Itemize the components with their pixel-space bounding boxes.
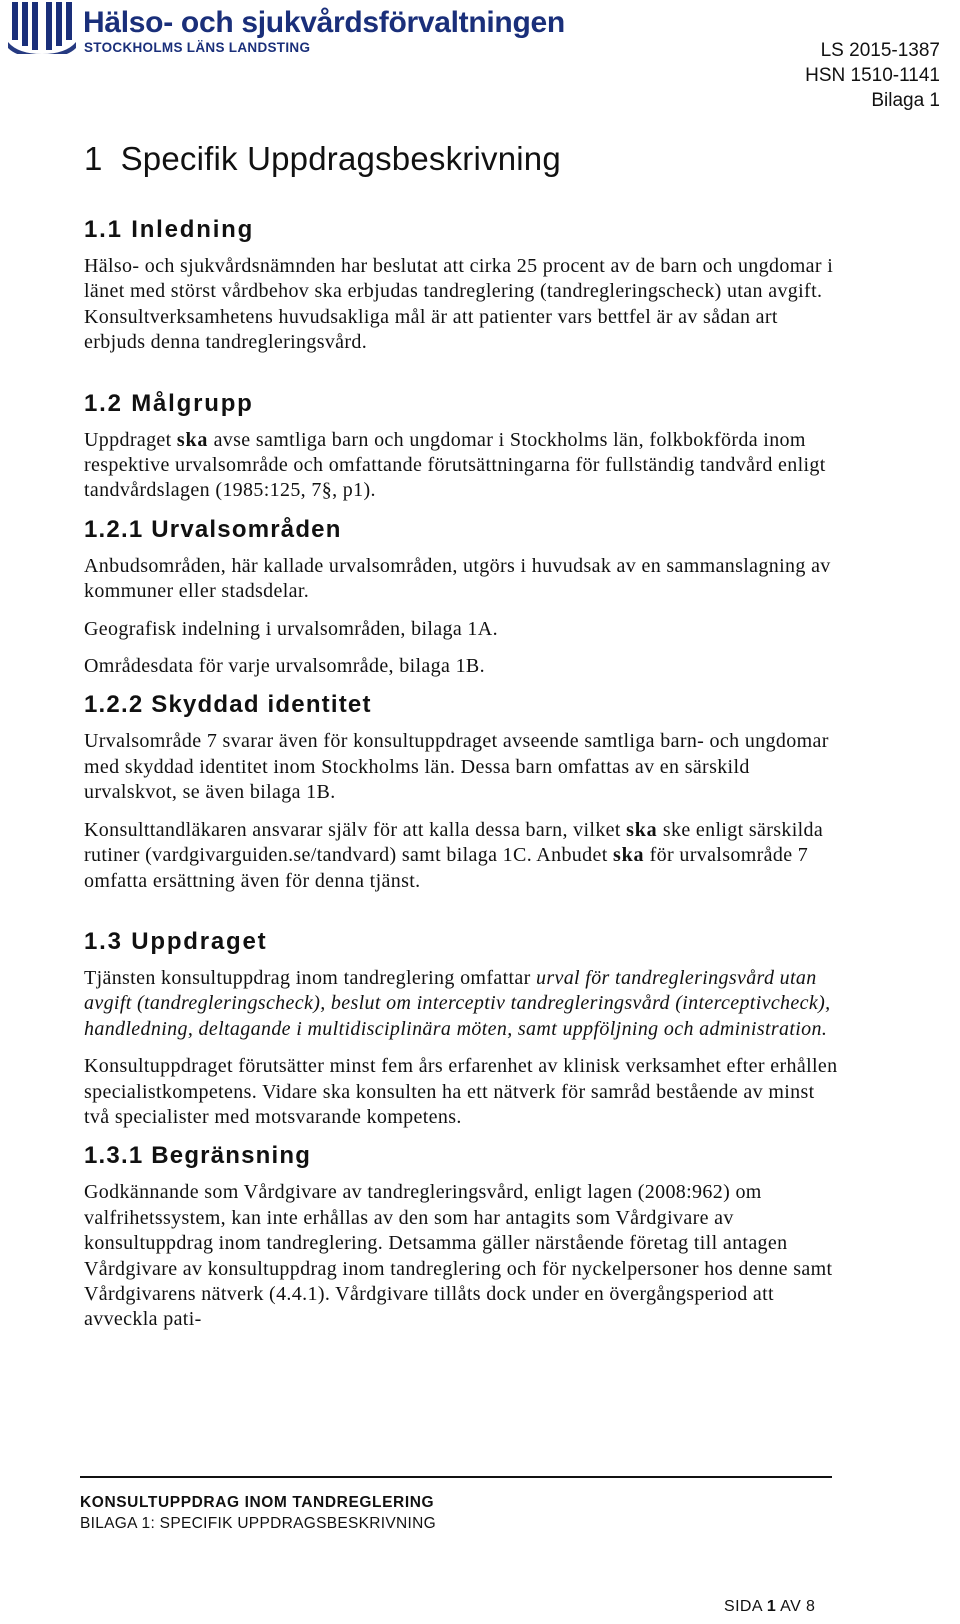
text-run: avse samtliga barn och ungdomar i Stockholms län, folkbokförda inom respektive urvalsområde och omfattande förutsättningarna för fullständig tandvård enligt tandvårdslagen (1985:125, 7§, p1). — [84, 428, 826, 502]
organization-subtitle: STOCKHOLMS LÄNS LANDSTING — [84, 40, 311, 55]
text-run: Tjänsten konsultuppdrag inom tandreglering omfattar — [84, 966, 536, 989]
section-heading-1-2: 1.2 Målgrupp — [84, 389, 254, 417]
organization-logo — [8, 2, 608, 58]
section-1-1-paragraph: Hälso- och sjukvårdsnämnden har beslutat att cirka 25 procent av de barn och ungdomar i länet med störst vårdbehov ska erbjudas tandreglering (tandregleringscheck) utan avgift. Konsultverksamhetens huvudsakliga mål är att patienter vars bettfel är av sådan art erbjuds denna tandregleringsvård. — [84, 255, 834, 354]
reference-hsn: HSN 1510-1141 — [805, 65, 940, 86]
emphasis-ska: ska — [612, 844, 645, 867]
section-1-2-1-paragraph-1: Anbudsområden, här kallade urvalsområden, utgörs i huvudsak av en sammanslagning av kommuner eller stadsdelar. — [84, 554, 831, 603]
section-heading-1-3: 1.3 Uppdraget — [84, 927, 268, 955]
section-1-3-1-paragraph: Godkännande som Vårdgivare av tandregleringsvård, enligt lagen (2008:962) om valfrihetssystem, kan inte erhållas av den som har antagits som Vårdgivare av konsultuppdrag inom tandreglering. Detsamma gäller närstående företag till antagen Vårdgivare av konsultuppdrag inom tandreglering och för nyckelpersoner hos denne samt Vårdgivarens nätverk (4.4.1). Vårdgivare tillåts dock under en övergångsperiod att avveckla pati- — [84, 1181, 833, 1331]
section-heading-1-3-1: 1.3.1 Begränsning — [84, 1142, 312, 1170]
italic-scope: urval för tandregleringsvård utan avgift (tandregleringscheck), beslut om interceptiv tandregleringsvård (interceptivcheck), handledning, deltagande i multidisciplinära möten, samt uppföljning och administration. — [84, 966, 831, 1040]
page-number — [724, 1598, 815, 1616]
section-1-3-paragraph-1 — [84, 966, 844, 1042]
page-title-text: Specifik Uppdragsbeskrivning — [120, 140, 561, 177]
footer-title: KONSULTUPPDRAG INOM TANDREGLERING — [80, 1494, 435, 1511]
document-body — [84, 140, 844, 1345]
page-total: AV 8 — [776, 1598, 816, 1615]
section-heading-1-2-2: 1.2.2 Skyddad identitet — [84, 691, 372, 719]
organization-name: Hälso- och sjukvårdsförvaltningen — [83, 6, 565, 39]
section-1-2-paragraph — [84, 428, 844, 504]
text-run: för urvalsområde 7 omfatta ersättning även för denna tjänst. — [84, 844, 809, 892]
text-run: ske enligt särskilda rutiner (vardgivarguiden.se/tandvard) samt bilaga 1C. Anbudet — [84, 818, 824, 867]
section-1-2-2-paragraph-2 — [84, 818, 844, 894]
emphasis-ska: ska — [626, 818, 658, 841]
page-label: SIDA — [724, 1598, 767, 1615]
section-heading-1-2-1: 1.2.1 Urvalsområden — [84, 515, 342, 543]
section-heading-1-1: 1.1 Inledning — [84, 216, 255, 243]
section-1-2-1-paragraph-3: Områdesdata för varje urvalsområde, bilaga 1B. — [84, 655, 485, 678]
text-run: Konsulttandläkaren ansvarar själv för att kalla dessa barn, vilket — [84, 818, 627, 841]
section-1-2-1-paragraph-2: Geografisk indelning i urvalsområden, bilaga 1A. — [84, 617, 498, 640]
footer-divider — [80, 1476, 832, 1478]
section-1-2-2-paragraph-1: Urvalsområde 7 svarar även för konsultuppdraget avseende samtliga barn- och ungdomar med skyddad identitet inom Stockholms län. Dessa barn omfattas av en särskild urvalskvot, se även bilaga 1B. — [84, 730, 829, 804]
document-references — [805, 38, 940, 113]
sll-logo-mark-icon — [8, 2, 76, 54]
appendix-label: Bilaga 1 — [871, 90, 940, 111]
page-title-number: 1 — [84, 140, 103, 177]
reference-ls: LS 2015-1387 — [820, 40, 940, 61]
page-current: 1 — [766, 1598, 777, 1615]
page-title — [84, 140, 844, 178]
section-1-3-paragraph-2: Konsultuppdraget förutsätter minst fem års erfarenhet av klinisk verksamhet efter erhållen specialistkompetens. Vidare ska konsulten ha ett nätverk för samråd bestående av minst två specialister med motsvarande kompetens. — [84, 1055, 838, 1128]
emphasis-ska: ska — [176, 428, 209, 451]
text-run: Uppdraget — [84, 428, 177, 451]
footer-subtitle: BILAGA 1: SPECIFIK UPPDRAGSBESKRIVNING — [80, 1515, 436, 1532]
